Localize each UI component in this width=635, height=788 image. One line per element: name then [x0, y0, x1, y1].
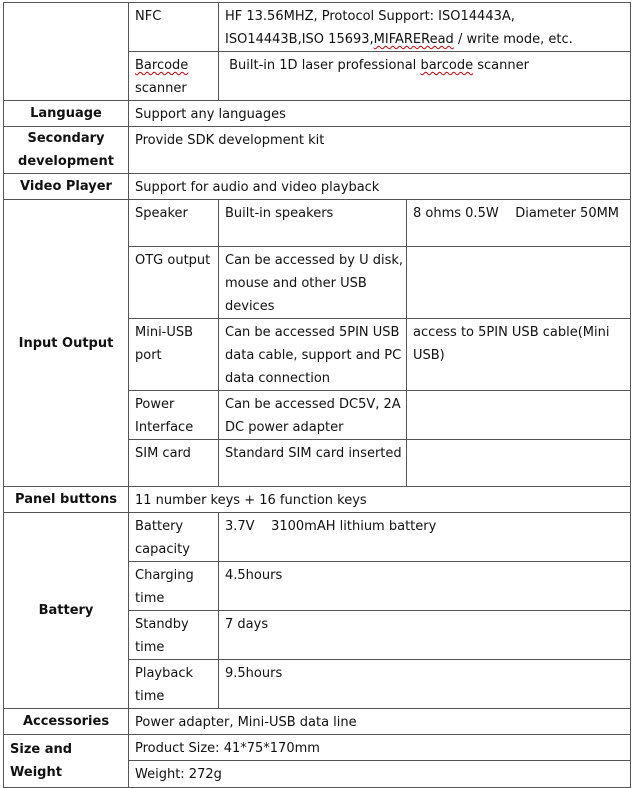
miniusb-desc: Can be accessed 5PIN USB data cable, support and PC data connection — [219, 319, 407, 391]
accessories-value: Power adapter, Mini-USB data line — [129, 709, 631, 735]
barcode-label-b: scanner — [135, 81, 187, 96]
size-product: Product Size: 41*75*170mm — [129, 735, 631, 761]
row-size — [4, 735, 631, 761]
nfc-line2a: ISO14443B,ISO 15693, — [225, 32, 374, 47]
row-battery-capacity — [4, 513, 631, 562]
row-panel — [4, 487, 631, 513]
panel-label: Panel buttons — [4, 487, 129, 513]
spec-table — [3, 2, 631, 788]
charging-value: 4.5hours — [219, 562, 631, 611]
power-name: Power Interface — [129, 391, 219, 440]
accessories-label: Accessories — [4, 709, 129, 735]
speaker-name: Speaker — [129, 200, 219, 247]
barcode-value-a: Built-in 1D laser professional — [225, 58, 421, 73]
standby-name: Standby time — [129, 611, 219, 660]
row-accessories — [4, 709, 631, 735]
standby-value: 7 days — [219, 611, 631, 660]
miniusb-name: Mini-USB port — [129, 319, 219, 391]
otg-desc: Can be accessed by U disk, mouse and other USB devices — [219, 247, 407, 319]
sim-desc: Standard SIM card inserted — [219, 440, 407, 487]
nfc-value — [219, 3, 631, 52]
playback-value: 9.5hours — [219, 660, 631, 709]
power-extra — [407, 391, 631, 440]
row-video — [4, 174, 631, 200]
io-label: Input Output — [4, 200, 129, 487]
category-blank — [4, 3, 129, 101]
playback-name: Playback time — [129, 660, 219, 709]
barcode-value-word: barcode — [420, 58, 474, 73]
row-language — [4, 101, 631, 127]
capacity-value: 3.7V 3100mAH lithium battery — [219, 513, 631, 562]
charging-name: Charging time — [129, 562, 219, 611]
battery-label: Battery — [4, 513, 129, 709]
otg-extra — [407, 247, 631, 319]
secondary-label: Secondary development — [4, 127, 129, 174]
nfc-label: NFC — [129, 3, 219, 52]
miniusb-extra: access to 5PIN USB cable(Mini USB) — [407, 319, 631, 391]
power-desc: Can be accessed DC5V, 2A DC power adapter — [219, 391, 407, 440]
row-nfc — [4, 3, 631, 52]
speaker-desc: Built-in speakers — [219, 200, 407, 247]
barcode-value — [219, 52, 631, 101]
secondary-value: Provide SDK development kit — [129, 127, 631, 174]
sim-extra — [407, 440, 631, 487]
row-secondary — [4, 127, 631, 174]
barcode-label — [129, 52, 219, 101]
panel-value: 11 number keys + 16 function keys — [129, 487, 631, 513]
speaker-extra: 8 ohms 0.5W Diameter 50MM — [407, 200, 631, 247]
nfc-mifare: MIFARERead — [373, 32, 454, 47]
barcode-value-b: scanner — [473, 58, 529, 73]
capacity-name: Battery capacity — [129, 513, 219, 562]
video-label: Video Player — [4, 174, 129, 200]
language-value: Support any languages — [129, 101, 631, 127]
otg-name: OTG output — [129, 247, 219, 319]
video-value: Support for audio and video playback — [129, 174, 631, 200]
size-label: Size and Weight — [4, 735, 129, 788]
nfc-line1: HF 13.56MHZ, Protocol Support: ISO14443A, — [225, 9, 515, 24]
language-label: Language — [4, 101, 129, 127]
sim-name: SIM card — [129, 440, 219, 487]
row-io-speaker — [4, 200, 631, 247]
nfc-line2b: / write mode, etc. — [453, 32, 573, 47]
barcode-label-a: Barcode — [135, 58, 189, 73]
size-weight: Weight: 272g — [129, 761, 631, 788]
